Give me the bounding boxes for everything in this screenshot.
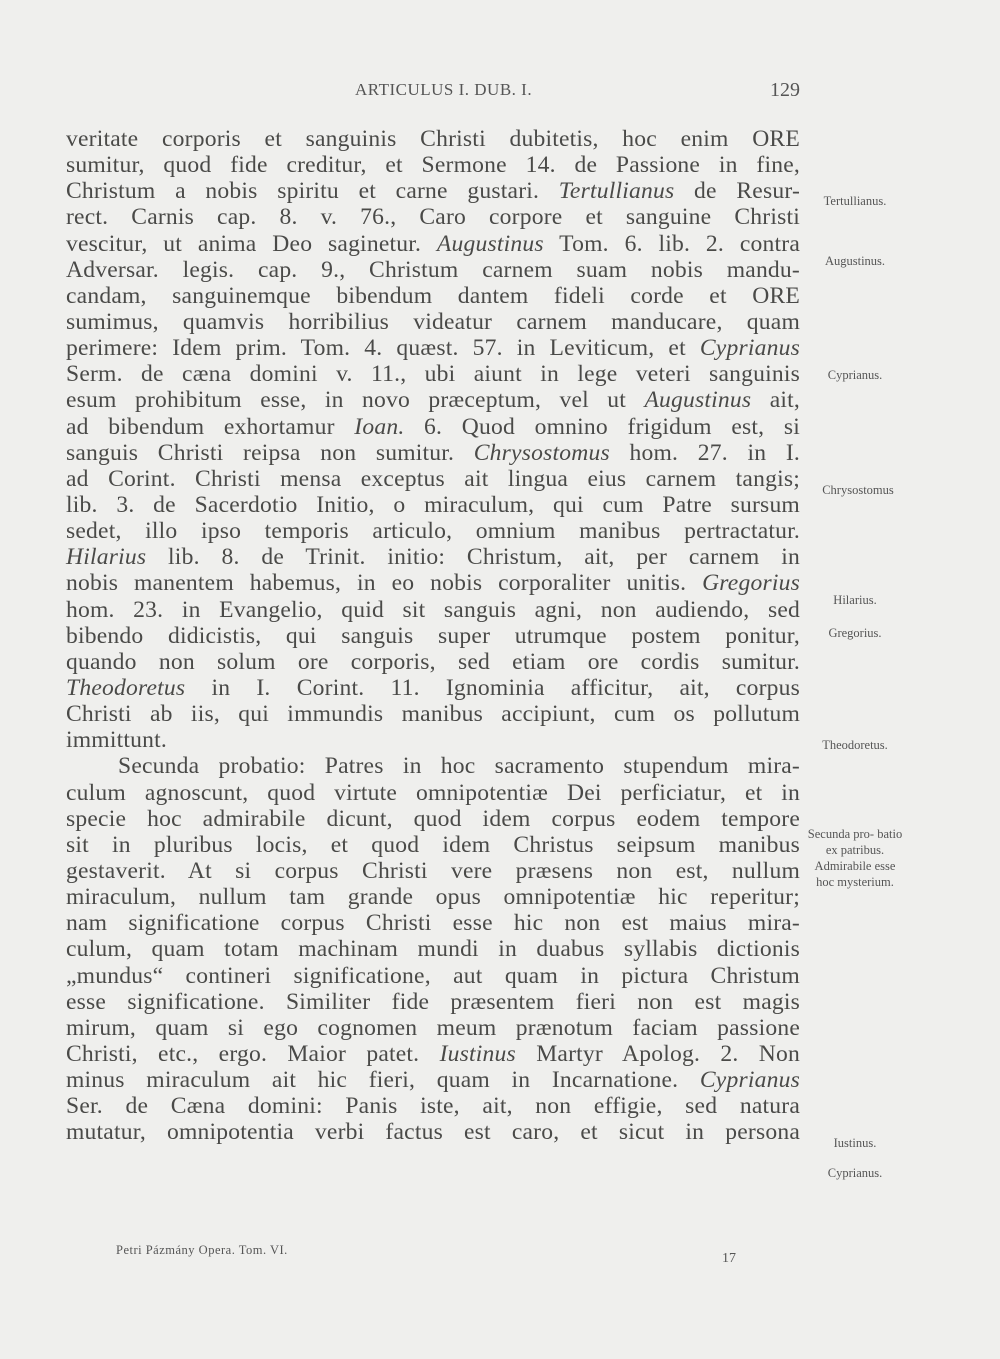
margin-note-secunda-probatio: Secunda pro- batio ex patribus. Admirabile esse hoc mysterium. [807, 827, 903, 889]
author-name: Iustinus [439, 1040, 516, 1067]
text-line [66, 361, 800, 387]
text-segment: de Resur- [674, 178, 800, 205]
text-segment: hom. 27. in I. [609, 439, 800, 466]
text-segment: specie hoc admirabile dicunt, quod idem corpus eodem tempore [66, 805, 800, 832]
text-line [66, 963, 800, 989]
text-segment: Christum a nobis spiritu et carne gustari. [66, 178, 559, 205]
margin-note-theodoretus: Theodoretus. [822, 738, 888, 752]
text-segment: ait, [751, 387, 800, 414]
text-segment: Tom. 6. lib. 2. contra [543, 230, 800, 257]
author-name: Chrysostomus [473, 439, 610, 466]
text-segment: culum agnoscunt, quod virtute omnipotentiæ Dei perficiatur, et in [66, 779, 800, 806]
text-segment: ad Corint. Christi mensa exceptus ait lingua eius carnem tangis; [66, 465, 800, 492]
page-number: 129 [770, 79, 800, 101]
text-line [66, 335, 800, 361]
text-segment: mirum, quam si ego cognomen meum prænotum faciam passione [66, 1014, 800, 1041]
text-line [66, 283, 800, 309]
text-segment: rect. Carnis cap. 8. v. 76., Caro corpore et sanguine Christi [66, 204, 800, 231]
text-line [66, 910, 800, 936]
text-segment: sumitur, quod fide creditur, et Sermone 14. de Passione in fine, [66, 152, 800, 179]
text-segment: esse significatione. Similiter fide præsentem fieri non est magis [66, 988, 800, 1015]
text-line [66, 1119, 800, 1145]
text-line [66, 858, 800, 884]
author-name: Gregorius [702, 570, 800, 597]
author-name: Augustinus [644, 387, 752, 414]
text-segment: lib. 3. de Sacerdotio Initio, o miraculum, qui cum Patre sursum [66, 491, 800, 518]
text-line [66, 1093, 800, 1119]
header-title: ARTICULUS I. DUB. I. [355, 80, 533, 99]
text-segment: immittunt. [66, 727, 167, 754]
text-line [66, 806, 800, 832]
text-segment: Christi ab iis, qui immundis manibus accipiunt, cum os pollutum [66, 701, 800, 728]
author-name: Theodoretus [66, 674, 186, 701]
text-segment: quando non solum ore corporis, sed etiam ore cordis sumitur. [66, 648, 800, 675]
author-name: Ioan. [354, 413, 405, 440]
text-segment: vescitur, ut anima Deo saginetur. [66, 230, 437, 257]
text-segment: hom. 23. in Evangelio, quid sit sanguis agni, non audiendo, sed [66, 596, 800, 623]
margin-note-hilarius: Hilarius. [833, 593, 877, 607]
footer-signature: 17 [722, 1251, 736, 1266]
text-segment: sit in pluribus locis, et quod idem Christus seipsum manibus [66, 831, 800, 858]
author-name: Cyprianus [699, 335, 800, 362]
margin-note-augustinus: Augustinus. [824, 254, 886, 268]
text-segment: Christi, etc., ergo. Maior patet. [66, 1040, 440, 1067]
text-segment: Secunda probatio: Patres in hoc sacramento stupendum mira- [118, 753, 800, 780]
text-segment: minus miraculum ait hic fieri, quam in Incarnatione. [66, 1067, 700, 1094]
text-line [66, 178, 800, 204]
text-line [66, 544, 800, 570]
text-segment: Serm. de cæna domini v. 11., ubi aiunt in lege veteri sanguinis [66, 361, 800, 388]
text-segment: nam significatione corpus Christi esse hic non est maius mira- [66, 910, 800, 937]
text-line [66, 518, 800, 544]
text-line [66, 989, 800, 1015]
margin-note-tertullianus: Tertullianus. [823, 194, 887, 208]
text-segment: Ser. de Cæna domini: Panis iste, ait, non effigie, sed natura [66, 1093, 800, 1120]
text-segment: culum, quam totam machinam mundi in duabus syllabis dictionis [66, 936, 800, 963]
margin-note-chrysostomus: Chrysostomus [822, 483, 894, 497]
text-line [66, 597, 800, 623]
text-line [66, 152, 800, 178]
footer-edition: Petri Pázmány Opera. Tom. VI. [116, 1243, 288, 1257]
text-line [66, 1041, 800, 1067]
text-segment: in I. Corint. 11. Ignominia afficitur, ait, corpus [185, 674, 800, 701]
text-segment: veritate corporis et sanguinis Christi dubitetis, hoc enim ORE [66, 126, 800, 152]
text-segment: miraculum, nullum tam grande opus omnipotentiæ hic reperitur; [66, 884, 800, 911]
main-text [66, 126, 800, 1145]
text-segment: Martyr Apolog. 2. Non [515, 1040, 801, 1067]
text-line [66, 649, 800, 675]
text-segment: ad bibendum exhortamur [66, 413, 355, 440]
text-line [66, 936, 800, 962]
text-segment: 6. Quod omnino frigidum est, si [404, 413, 800, 440]
text-segment: esum prohibitum esse, in novo præceptum, vel ut [66, 387, 645, 414]
text-line [66, 204, 800, 230]
margin-note-iustinus: Iustinus. [833, 1136, 877, 1150]
text-segment: „mundus“ contineri significatione, aut quam in pictura Christum [66, 962, 800, 989]
author-name: Hilarius [66, 544, 147, 571]
text-line [66, 466, 800, 492]
text-line [66, 832, 800, 858]
text-line [66, 492, 800, 518]
text-segment: mutatur, omnipotentia verbi factus est caro, et sicut in persona [66, 1119, 800, 1146]
text-line [66, 623, 800, 649]
text-segment: sanguis Christi reipsa non sumitur. [66, 439, 474, 466]
text-line [66, 387, 800, 413]
text-line [66, 1067, 800, 1093]
text-line [66, 309, 800, 335]
margin-note-gregorius: Gregorius. [828, 626, 882, 640]
text-segment: sedet, illo ipso temporis articulo, omnium manibus pertractatur. [66, 518, 800, 545]
text-line [66, 701, 800, 727]
text-line [66, 727, 800, 753]
margin-note-cyprianus: Cyprianus. [827, 368, 883, 382]
author-name: Tertullianus [558, 178, 675, 205]
author-name: Augustinus [436, 230, 544, 257]
text-line [66, 231, 800, 257]
text-segment: candam, sanguinemque bibendum dantem fideli corde et ORE [66, 282, 800, 309]
text-segment: bibendo didicistis, qui sanguis super utrumque postem ponitur, [66, 622, 800, 649]
text-line [66, 780, 800, 806]
author-name: Cyprianus [699, 1067, 800, 1094]
text-segment: perimere: Idem prim. Tom. 4. quæst. 57. in Leviticum, et [66, 335, 700, 362]
text-line [66, 414, 800, 440]
text-line [66, 126, 800, 152]
text-segment: sumimus, quamvis horribilius videatur carnem manducare, quam [66, 308, 800, 335]
margin-note-cyprianus: Cyprianus. [827, 1166, 883, 1180]
text-segment: lib. 8. de Trinit. initio: Christum, ait, per carnem in [146, 544, 800, 571]
text-line [66, 440, 800, 466]
text-segment: Adversar. legis. cap. 9., Christum carnem suam nobis mandu- [66, 256, 800, 283]
text-line [66, 257, 800, 283]
text-line [66, 1015, 800, 1041]
text-line [66, 675, 800, 701]
text-segment: nobis manentem habemus, in eo nobis corporaliter unitis. [66, 570, 703, 597]
text-line [66, 570, 800, 596]
text-line [66, 753, 800, 779]
text-line [66, 884, 800, 910]
text-segment: gestaverit. At si corpus Christi vere præsens non est, nullum [66, 857, 800, 884]
